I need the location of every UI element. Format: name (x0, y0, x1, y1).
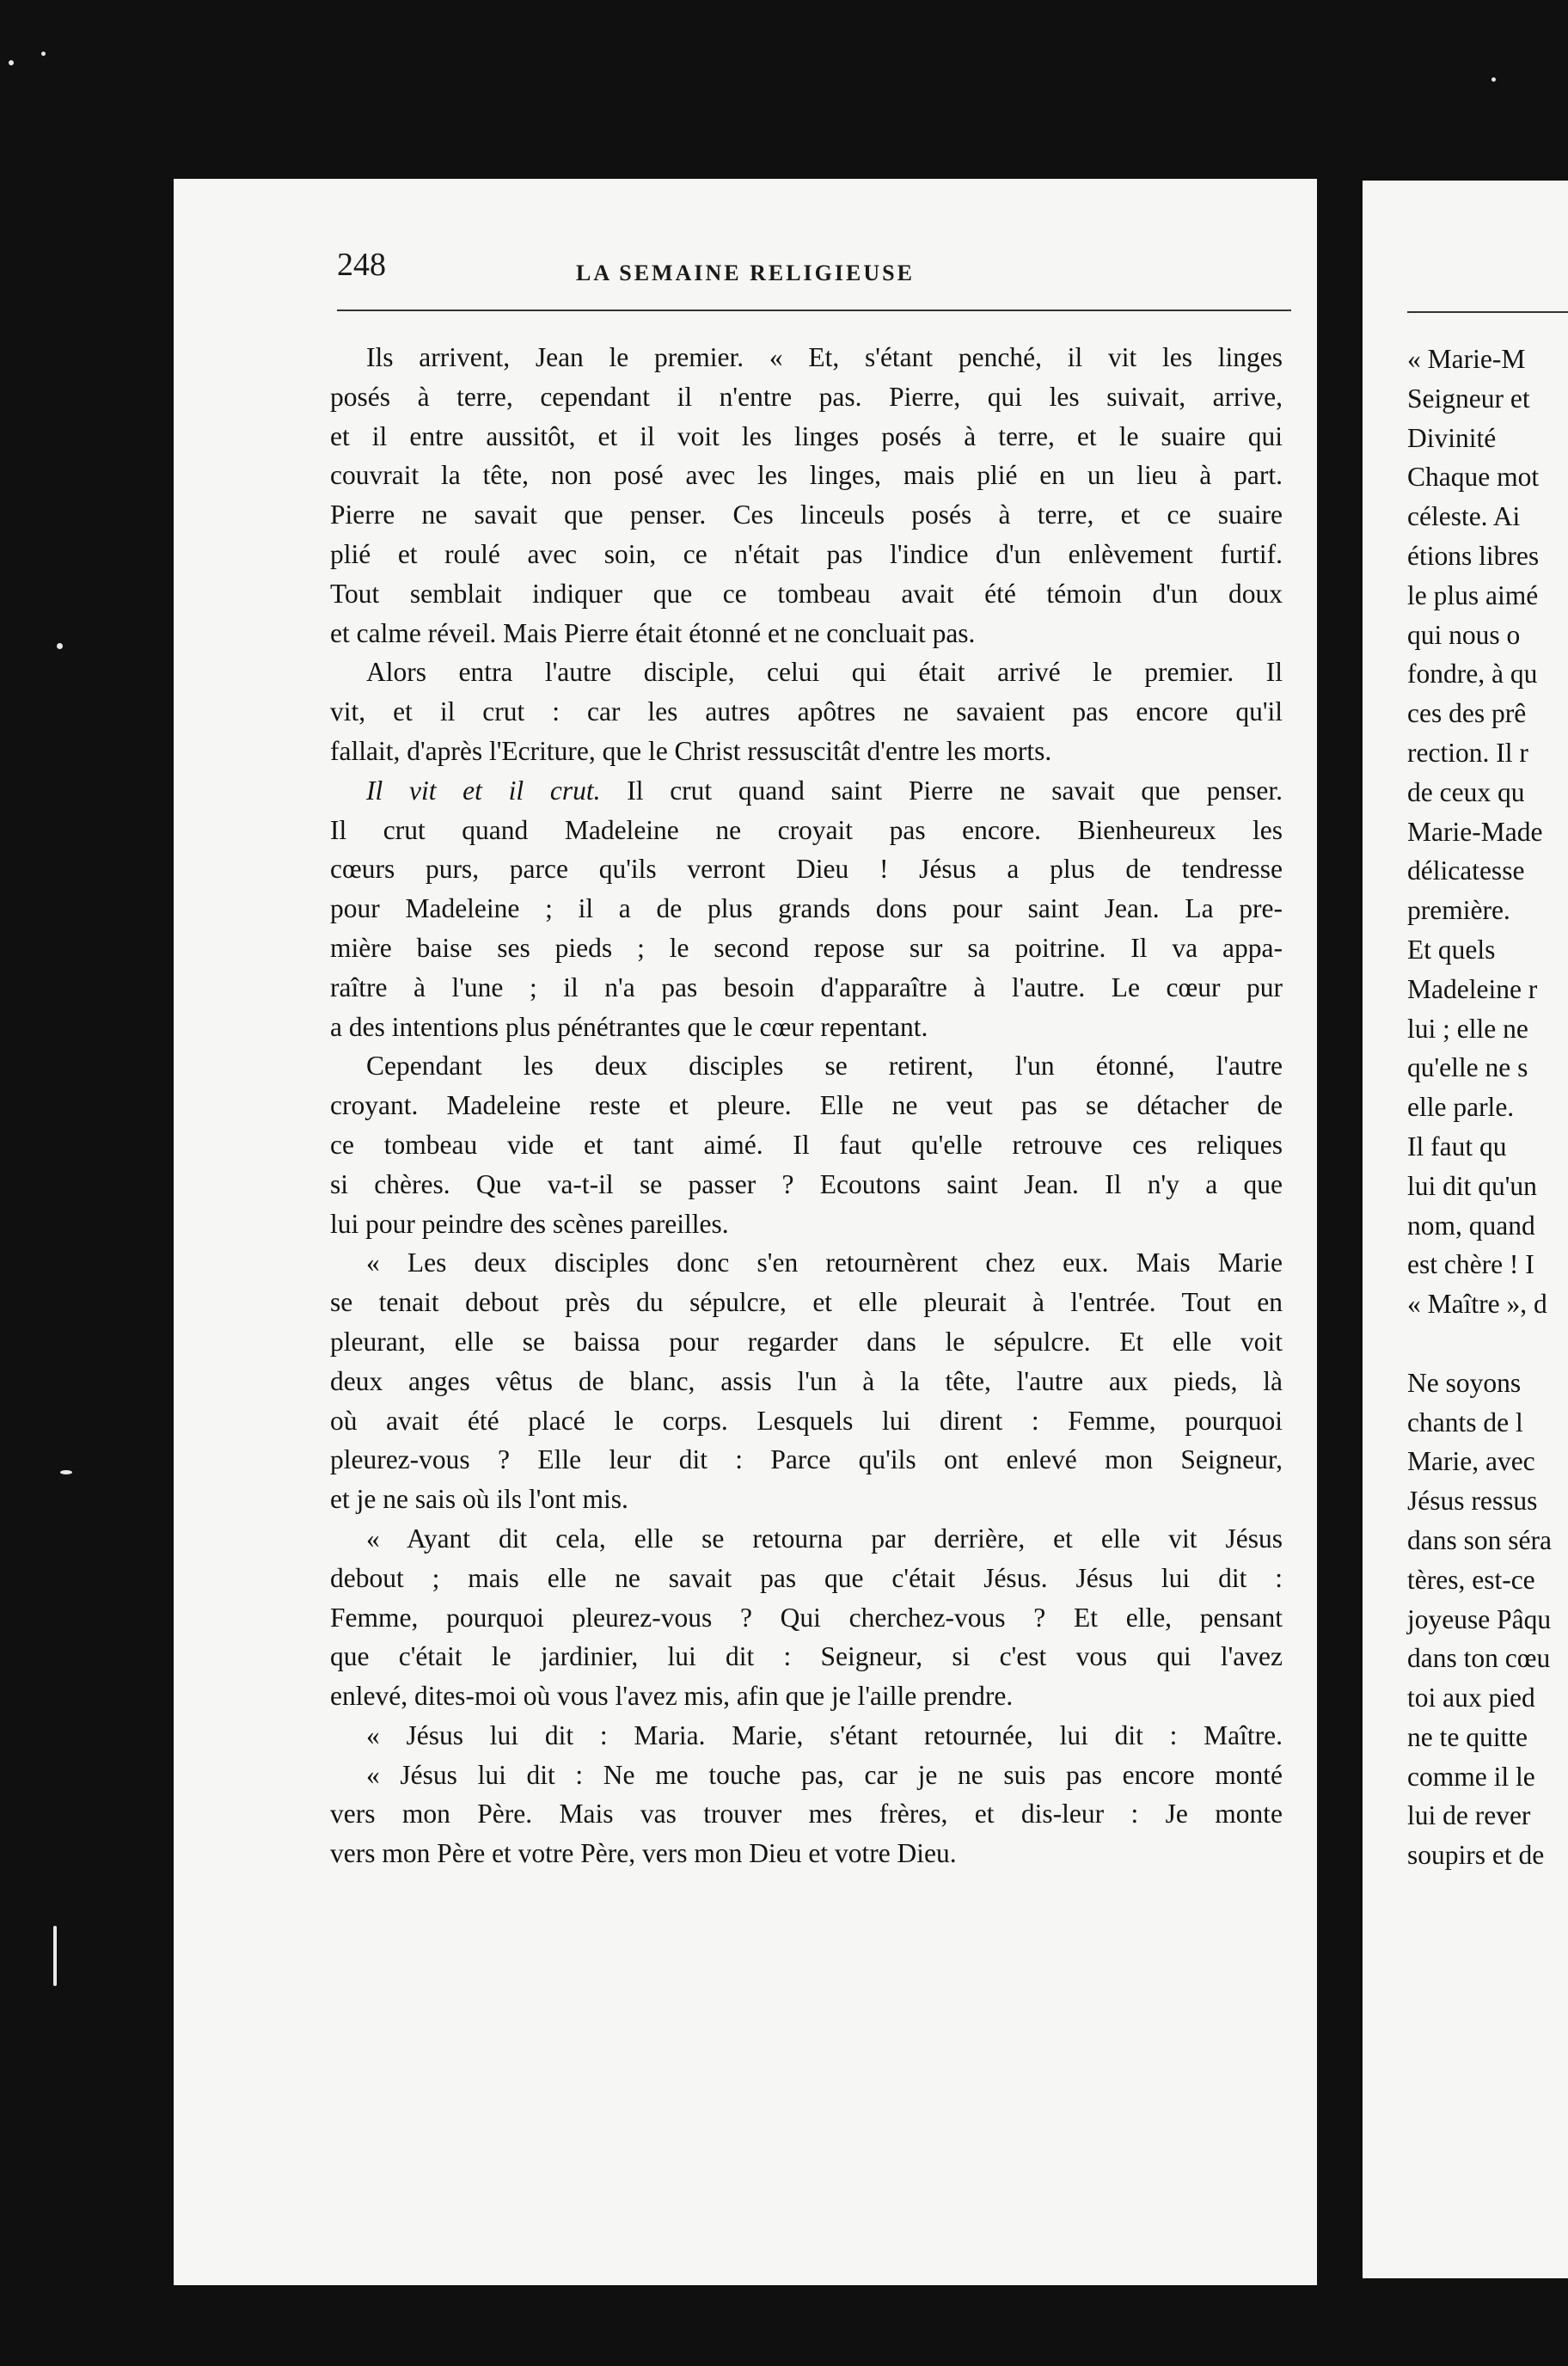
left-page (174, 179, 1317, 2285)
text-line: raître à l'une ; il n'a pas besoin d'apparaître à l'autre. Le cœur pur (330, 972, 1283, 1002)
text-line: pleurez-vous ? Elle leur dit : Parce qu'ils ont enlevé mon Seigneur, (330, 1444, 1283, 1475)
text-line: « Marie-M (1407, 344, 1526, 374)
text-line: enlevé, dites-moi où vous l'avez mis, afin que je l'aille prendre. (330, 1681, 1014, 1712)
text-line: nom, quand (1407, 1210, 1535, 1241)
text-line: le plus aimé (1407, 579, 1539, 610)
text-line: et il entre aussitôt, et il voit les linges posés à terre, et le suaire qui (330, 420, 1283, 451)
running-head: LA SEMAINE RELIGIEUSE (576, 261, 915, 285)
text-line: posés à terre, cependant il n'entre pas. Pierre, qui les suivait, arrive, (330, 381, 1283, 412)
text-line: joyeuse Pâqu (1407, 1603, 1552, 1634)
text-line: et calme réveil. Mais Pierre était étonné et ne concluait pas. (330, 617, 976, 648)
text-line: couvrait la tête, non posé avec les linges, mais plié en un lieu à part. (330, 460, 1283, 491)
text-line (1407, 1324, 1568, 1364)
body-text (330, 338, 1283, 1873)
text-line: vers mon Père et votre Père, vers mon Dieu et votre Dieu. (330, 1838, 957, 1869)
text-line: vers mon Père. Mais vas trouver mes frères, et dis-leur : Je monte (330, 1799, 1283, 1830)
text-line: étions libres (1407, 540, 1540, 571)
text-line: première. (1407, 895, 1510, 926)
text-line: rection. Il r (1407, 737, 1528, 768)
text-line: « Jésus lui dit : Maria. Marie, s'étant retournée, lui dit : Maître. (366, 1719, 1283, 1750)
scan-speck (53, 1926, 57, 1986)
page-number: 248 (337, 247, 386, 283)
text-line: Chaque mot (1407, 462, 1540, 493)
text-line: Jésus ressus (1407, 1486, 1538, 1517)
text-line: Femme, pourquoi pleurez-vous ? Qui cherchez-vous ? Et elle, pensant (330, 1602, 1283, 1633)
text-line: Pierre ne savait que penser. Ces linceuls posés à terre, et ce suaire (330, 500, 1283, 530)
text-line: fallait, d'après l'Ecriture, que le Christ ressuscitât d'entre les morts. (330, 735, 1052, 766)
text-line: cœurs purs, parce qu'ils verront Dieu ! Jésus a plus de tendresse (330, 854, 1283, 885)
text-line: et je ne sais où ils l'ont mis. (330, 1484, 628, 1515)
text-line: elle parle. (1407, 1092, 1515, 1123)
text-line: Il faut qu (1407, 1131, 1507, 1162)
scan-speck (57, 643, 63, 649)
text-line: qu'elle ne s (1407, 1052, 1528, 1083)
text-line: céleste. Ai (1407, 501, 1521, 532)
right-page (1363, 181, 1568, 2278)
text-line: où avait été placé le corps. Lesquels lui dirent : Femme, pourquoi (330, 1405, 1283, 1436)
text-line: deux anges vêtus de blanc, assis l'un à la tête, l'autre aux pieds, là (330, 1365, 1283, 1396)
text-line: Cependant les deux disciples se retirent, l'un étonné, l'autre (366, 1051, 1283, 1082)
text-line: croyant. Madeleine reste et pleure. Elle ne veut pas se détacher de (330, 1090, 1283, 1121)
text-line: Seigneur et (1407, 383, 1530, 414)
text-line: Marie-Made (1407, 816, 1543, 847)
text-line: « Ayant dit cela, elle se retourna par derrière, et elle vit Jésus (366, 1523, 1283, 1554)
scan-speck (60, 1470, 72, 1474)
text-line: ce tombeau vide et tant aimé. Il faut qu'elle retrouve ces reliques (330, 1129, 1283, 1160)
text-line: « Les deux disciples donc s'en retournèrent chez eux. Mais Marie (366, 1247, 1283, 1278)
text-line: Tout semblait indiquer que ce tombeau avait été témoin d'un doux (330, 578, 1283, 609)
text-line: « Jésus lui dit : Ne me touche pas, car je ne suis pas encore monté (366, 1759, 1283, 1790)
text-line: comme il le (1407, 1761, 1535, 1792)
text-line: plié et roulé avec soin, ce n'était pas l'indice d'un enlèvement furtif. (330, 538, 1283, 569)
text-line: chants de l (1407, 1407, 1523, 1437)
text-line: lui dit qu'un (1407, 1170, 1537, 1201)
text-line: Divinité (1407, 422, 1497, 453)
text-line: Marie, avec (1407, 1446, 1535, 1477)
header-rule (337, 310, 1291, 311)
text-line: soupirs et de (1407, 1840, 1545, 1871)
header-rule (1407, 311, 1568, 313)
body-text (1407, 340, 1568, 1875)
text-line: Ne soyons (1407, 1367, 1522, 1398)
text-line: Ils arrivent, Jean le premier. « Et, s'étant penché, il vit les linges (366, 342, 1283, 372)
text-line: Alors entra l'autre disciple, celui qui était arrivé le premier. Il (366, 657, 1283, 688)
scan-speck (41, 52, 46, 56)
text-line: délicatesse (1407, 855, 1525, 886)
text-line: Il vit et il crut. Il crut quand saint Pierre ne savait que penser. (366, 775, 1283, 806)
text-line: de ceux qu (1407, 776, 1525, 807)
text-line: se tenait debout près du sépulcre, et elle pleurait à l'entrée. Tout en (330, 1287, 1283, 1318)
scan-speck (1491, 77, 1496, 82)
text-line: dans ton cœu (1407, 1643, 1551, 1674)
text-line: Il crut quand Madeleine ne croyait pas encore. Bienheureux les (330, 814, 1283, 845)
text-line: ne te quitte (1407, 1721, 1528, 1752)
text-line: Madeleine r (1407, 973, 1538, 1004)
text-line: toi aux pied (1407, 1683, 1535, 1713)
text-line: fondre, à qu (1407, 659, 1538, 690)
text-line: a des intentions plus pénétrantes que le cœur repentant. (330, 1011, 928, 1042)
text-line: pleurant, elle se baissa pour regarder dans le sépulcre. Et elle voit (330, 1326, 1283, 1357)
text-line: si chères. Que va-t-il se passer ? Ecoutons saint Jean. Il n'y a que (330, 1168, 1283, 1199)
text-line: Et quels (1407, 934, 1496, 965)
text-line: tères, est-ce (1407, 1564, 1535, 1595)
text-line: mière baise ses pieds ; le second repose sur sa poitrine. Il va appa- (330, 932, 1283, 963)
text-line: lui pour peindre des scènes pareilles. (330, 1208, 729, 1239)
text-line: lui de rever (1407, 1800, 1531, 1831)
text-line: ces des prê (1407, 698, 1527, 729)
text-line: dans son séra (1407, 1524, 1552, 1555)
text-line: que c'était le jardinier, lui dit : Seigneur, si c'est vous qui l'avez (330, 1641, 1283, 1672)
text-line: pour Madeleine ; il a de plus grands dons pour saint Jean. La pre- (330, 893, 1283, 924)
text-line: qui nous o (1407, 619, 1521, 650)
scan-speck (9, 60, 14, 65)
text-line: debout ; mais elle ne savait pas que c'était Jésus. Jésus lui dit : (330, 1562, 1283, 1593)
text-line: vit, et il crut : car les autres apôtres ne savaient pas encore qu'il (330, 696, 1283, 727)
text-line: « Maître », d (1407, 1289, 1547, 1320)
text-line: est chère ! I (1407, 1249, 1534, 1280)
text-line: lui ; elle ne (1407, 1013, 1528, 1044)
